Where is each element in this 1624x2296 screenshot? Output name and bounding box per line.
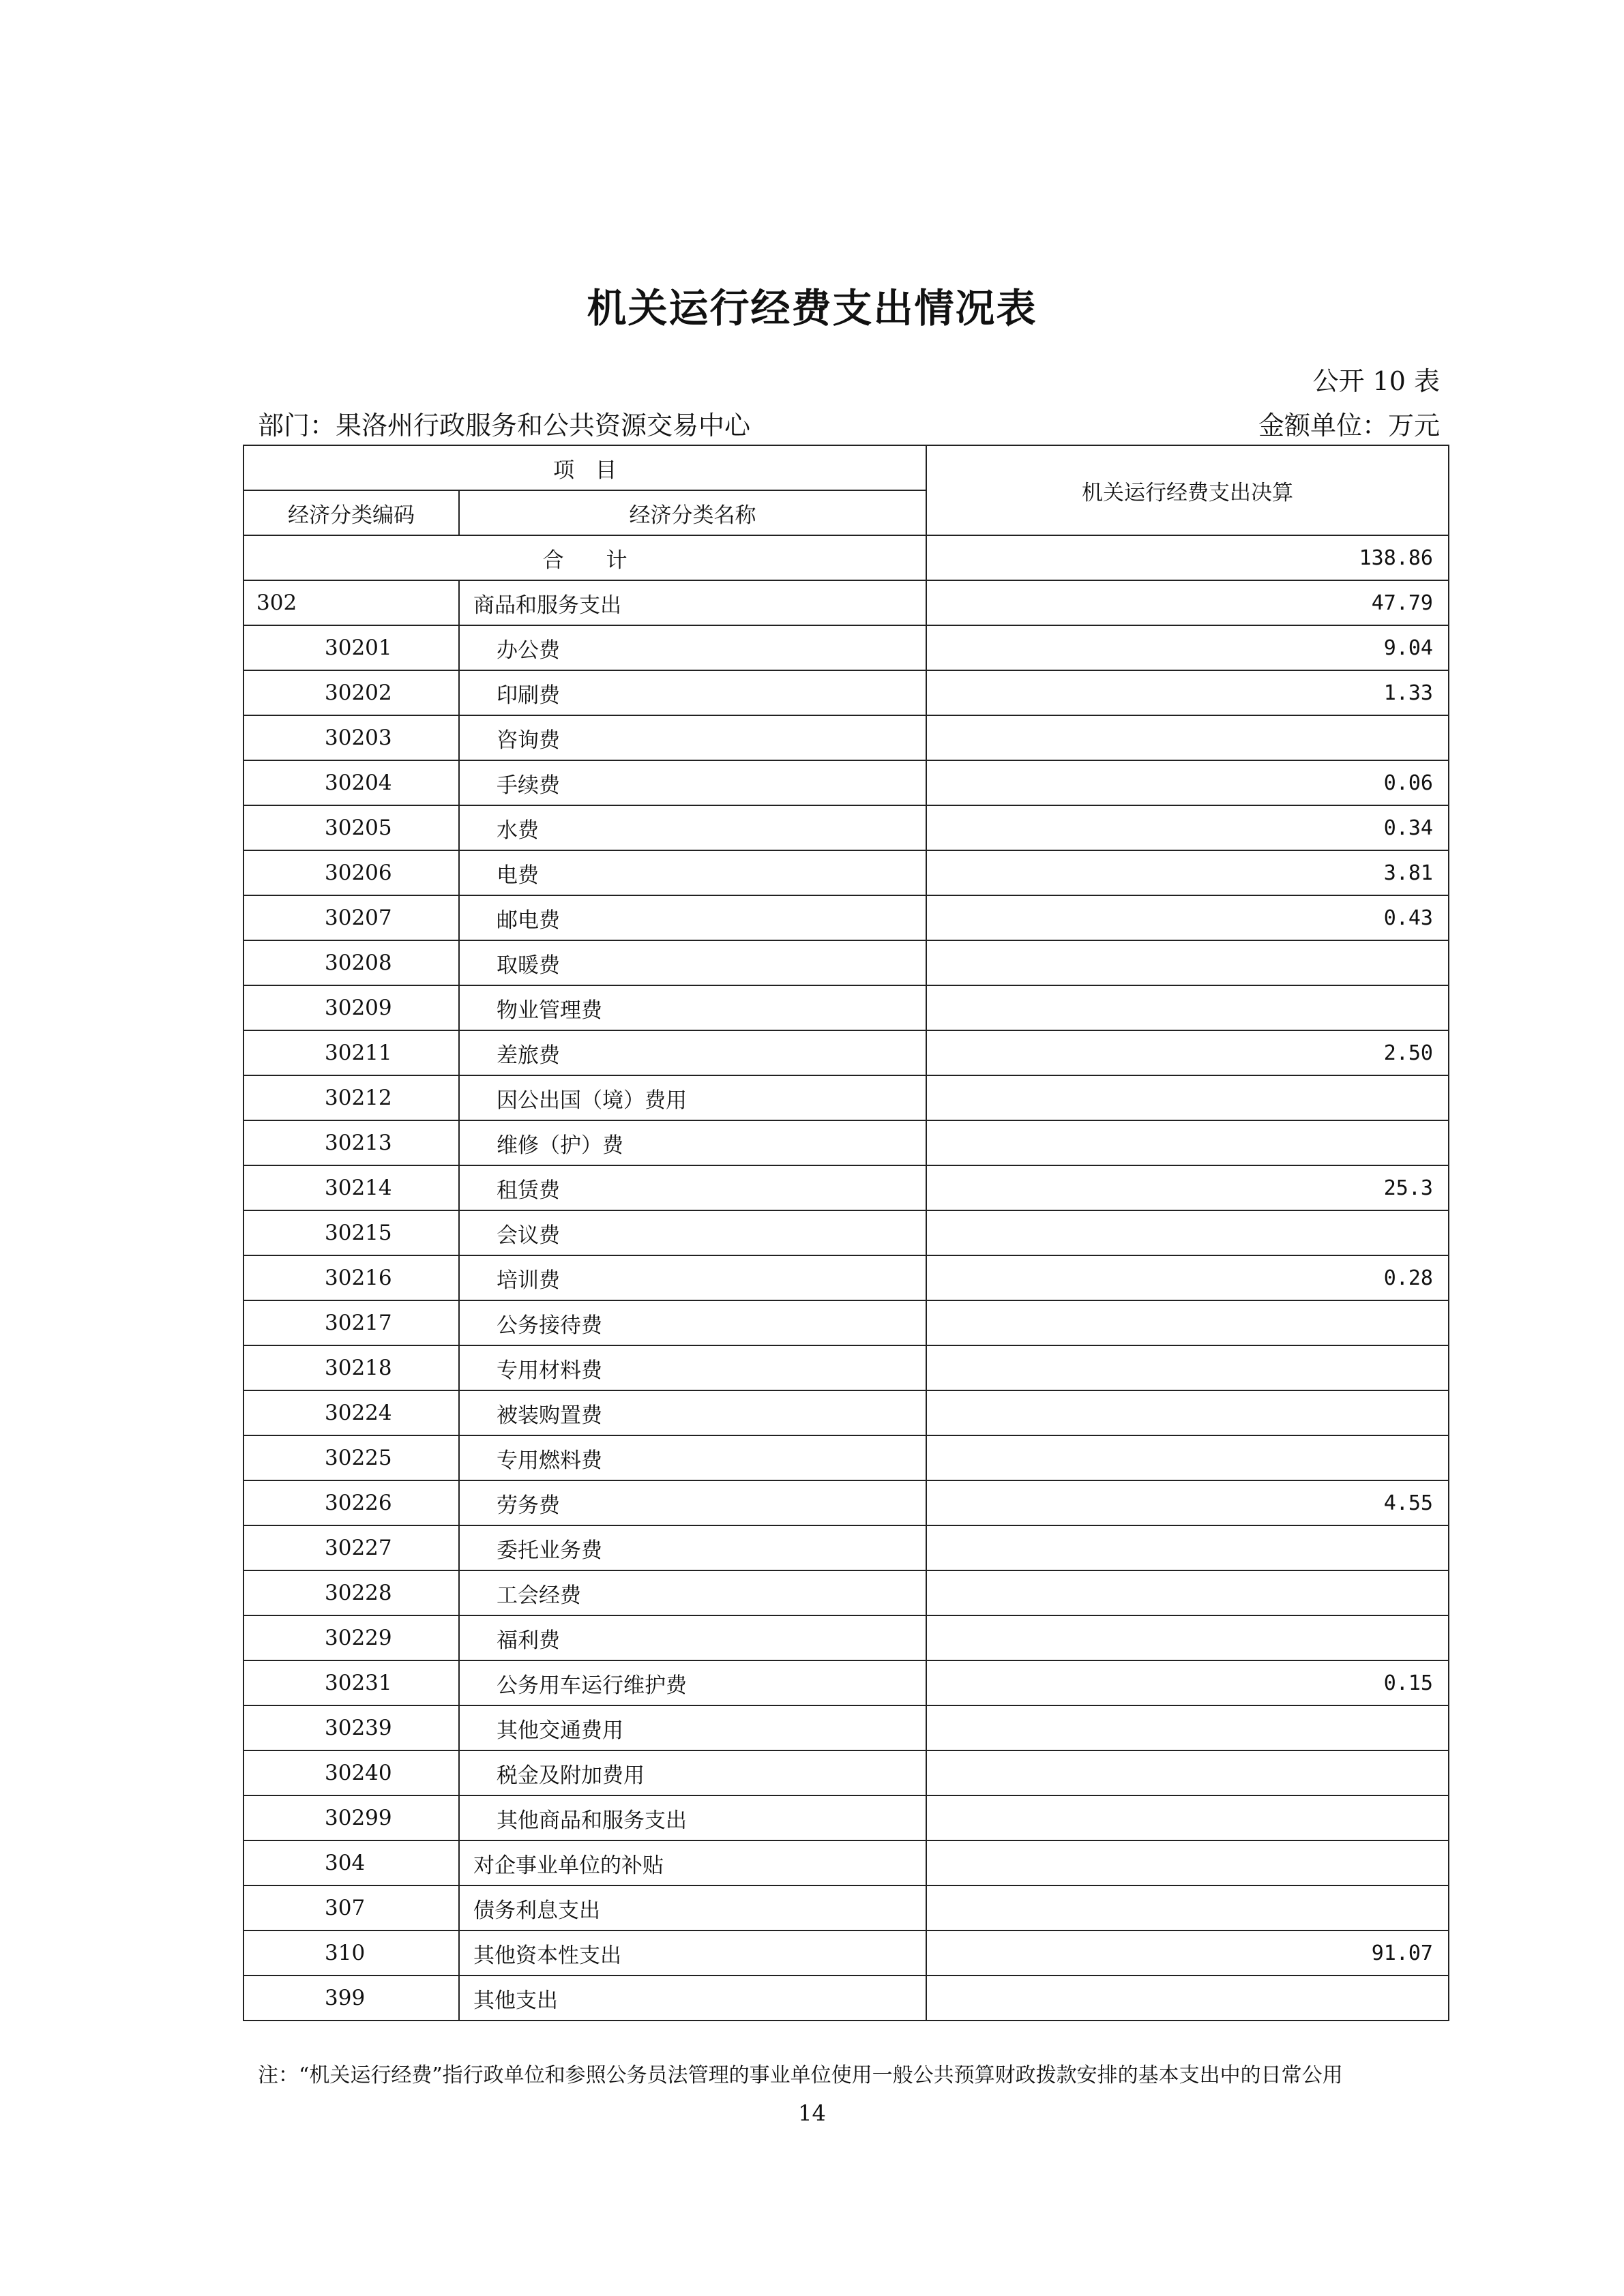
row-name: 被装购置费	[459, 1390, 926, 1435]
row-name: 取暖费	[459, 940, 926, 985]
table-row	[243, 1255, 1449, 1300]
row-amount	[926, 1210, 1449, 1255]
table-header-row	[243, 445, 1449, 490]
row-name: 培训费	[459, 1255, 926, 1300]
row-amount	[926, 1570, 1449, 1615]
row-name: 劳务费	[459, 1480, 926, 1525]
table-row	[243, 1976, 1449, 2021]
table-row	[243, 1750, 1449, 1795]
row-code: 30216	[243, 1255, 459, 1300]
row-name: 其他支出	[459, 1976, 926, 2021]
row-name: 租赁费	[459, 1165, 926, 1210]
row-code: 304	[243, 1840, 459, 1885]
table-row	[243, 1930, 1449, 1976]
table-row	[243, 1615, 1449, 1660]
row-name: 专用材料费	[459, 1345, 926, 1390]
row-code: 30212	[243, 1075, 459, 1120]
row-code: 30207	[243, 895, 459, 940]
row-name: 咨询费	[459, 715, 926, 760]
row-name: 福利费	[459, 1615, 926, 1660]
table-row	[243, 1390, 1449, 1435]
header-code: 经济分类编码	[243, 490, 459, 535]
table-row	[243, 1030, 1449, 1075]
table-row	[243, 670, 1449, 715]
row-code: 30225	[243, 1435, 459, 1480]
row-code: 30211	[243, 1030, 459, 1075]
row-code: 30204	[243, 760, 459, 805]
table-row	[243, 1480, 1449, 1525]
table-row	[243, 850, 1449, 895]
row-code: 30240	[243, 1750, 459, 1795]
row-name: 委托业务费	[459, 1525, 926, 1570]
row-amount	[926, 1075, 1449, 1120]
row-name: 商品和服务支出	[459, 580, 926, 625]
row-amount: 9.04	[926, 625, 1449, 670]
header-name: 经济分类名称	[459, 490, 926, 535]
footnote: 注：“机关运行经费”指行政单位和参照公务员法管理的事业单位使用一般公共预算财政拨款安排的基本支出中的日常公用	[258, 2063, 1343, 2087]
row-amount	[926, 1750, 1449, 1795]
table-row	[243, 715, 1449, 760]
row-amount: 91.07	[926, 1930, 1449, 1976]
row-amount	[926, 1705, 1449, 1750]
table-row	[243, 1300, 1449, 1345]
table-row	[243, 1165, 1449, 1210]
row-amount	[926, 715, 1449, 760]
row-code: 30228	[243, 1570, 459, 1615]
row-name: 其他交通费用	[459, 1705, 926, 1750]
row-name: 对企事业单位的补贴	[459, 1840, 926, 1885]
table-row	[243, 760, 1449, 805]
row-name: 因公出国（境）费用	[459, 1075, 926, 1120]
row-name: 手续费	[459, 760, 926, 805]
row-name: 税金及附加费用	[459, 1750, 926, 1795]
row-name: 会议费	[459, 1210, 926, 1255]
row-amount	[926, 1885, 1449, 1930]
table-row	[243, 895, 1449, 940]
row-name: 电费	[459, 850, 926, 895]
row-name: 物业管理费	[459, 985, 926, 1030]
row-name: 其他商品和服务支出	[459, 1795, 926, 1840]
row-amount: 2.50	[926, 1030, 1449, 1075]
row-amount: 0.06	[926, 760, 1449, 805]
row-code: 30224	[243, 1390, 459, 1435]
row-amount: 3.81	[926, 850, 1449, 895]
row-name: 维修（护）费	[459, 1120, 926, 1165]
row-name: 办公费	[459, 625, 926, 670]
row-code: 30203	[243, 715, 459, 760]
row-name: 差旅费	[459, 1030, 926, 1075]
row-amount	[926, 1435, 1449, 1480]
row-name: 公务接待费	[459, 1300, 926, 1345]
table-row	[243, 1435, 1449, 1480]
row-name: 印刷费	[459, 670, 926, 715]
row-name: 债务利息支出	[459, 1885, 926, 1930]
row-amount	[926, 1615, 1449, 1660]
total-amount: 138.86	[926, 535, 1449, 580]
row-code: 30231	[243, 1660, 459, 1705]
row-amount	[926, 1795, 1449, 1840]
expense-table	[243, 445, 1449, 2021]
table-row	[243, 1210, 1449, 1255]
row-code: 30218	[243, 1345, 459, 1390]
row-amount: 4.55	[926, 1480, 1449, 1525]
table-row	[243, 580, 1449, 625]
row-code: 30229	[243, 1615, 459, 1660]
table-row	[243, 1525, 1449, 1570]
row-code: 30217	[243, 1300, 459, 1345]
row-amount	[926, 1976, 1449, 2021]
row-amount: 47.79	[926, 580, 1449, 625]
row-code: 399	[243, 1976, 459, 2021]
row-amount	[926, 1525, 1449, 1570]
header-item: 项 目	[243, 445, 926, 490]
row-code: 30202	[243, 670, 459, 715]
header-amount: 机关运行经费支出决算	[926, 445, 1449, 535]
table-row	[243, 1660, 1449, 1705]
row-amount	[926, 985, 1449, 1030]
row-amount: 25.3	[926, 1165, 1449, 1210]
row-code: 30201	[243, 625, 459, 670]
row-amount	[926, 1120, 1449, 1165]
page-title: 机关运行经费支出情况表	[587, 285, 1037, 331]
row-code: 30214	[243, 1165, 459, 1210]
table-row	[243, 625, 1449, 670]
table-row	[243, 805, 1449, 850]
row-amount	[926, 1300, 1449, 1345]
row-code: 30205	[243, 805, 459, 850]
row-code: 30227	[243, 1525, 459, 1570]
row-code: 307	[243, 1885, 459, 1930]
table-row	[243, 1885, 1449, 1930]
row-amount: 0.43	[926, 895, 1449, 940]
row-amount	[926, 1390, 1449, 1435]
row-amount: 0.34	[926, 805, 1449, 850]
table-row	[243, 1705, 1449, 1750]
row-code: 30215	[243, 1210, 459, 1255]
row-amount: 1.33	[926, 670, 1449, 715]
table-row	[243, 1120, 1449, 1165]
amount-unit-label: 金额单位：万元	[1258, 411, 1440, 441]
row-code: 30208	[243, 940, 459, 985]
row-amount: 0.28	[926, 1255, 1449, 1300]
table-row	[243, 1795, 1449, 1840]
table-row	[243, 1570, 1449, 1615]
total-row	[243, 535, 1449, 580]
row-amount	[926, 1840, 1449, 1885]
row-name: 专用燃料费	[459, 1435, 926, 1480]
row-name: 工会经费	[459, 1570, 926, 1615]
page-number: 14	[798, 2100, 826, 2126]
row-amount: 0.15	[926, 1660, 1449, 1705]
row-amount	[926, 1345, 1449, 1390]
table-number: 公开 10 表	[1312, 366, 1440, 396]
table-row	[243, 1345, 1449, 1390]
row-amount	[926, 940, 1449, 985]
row-code: 30226	[243, 1480, 459, 1525]
row-name: 其他资本性支出	[459, 1930, 926, 1976]
table-row	[243, 940, 1449, 985]
row-code: 302	[243, 580, 459, 625]
row-name: 水费	[459, 805, 926, 850]
row-name: 邮电费	[459, 895, 926, 940]
table-row	[243, 1075, 1449, 1120]
row-code: 310	[243, 1930, 459, 1976]
table-row	[243, 985, 1449, 1030]
row-code: 30213	[243, 1120, 459, 1165]
row-code: 30239	[243, 1705, 459, 1750]
row-code: 30206	[243, 850, 459, 895]
table-row	[243, 1840, 1449, 1885]
row-code: 30299	[243, 1795, 459, 1840]
total-label: 合 计	[243, 535, 926, 580]
row-name: 公务用车运行维护费	[459, 1660, 926, 1705]
row-code: 30209	[243, 985, 459, 1030]
department-label: 部门：果洛州行政服务和公共资源交易中心	[258, 411, 751, 441]
